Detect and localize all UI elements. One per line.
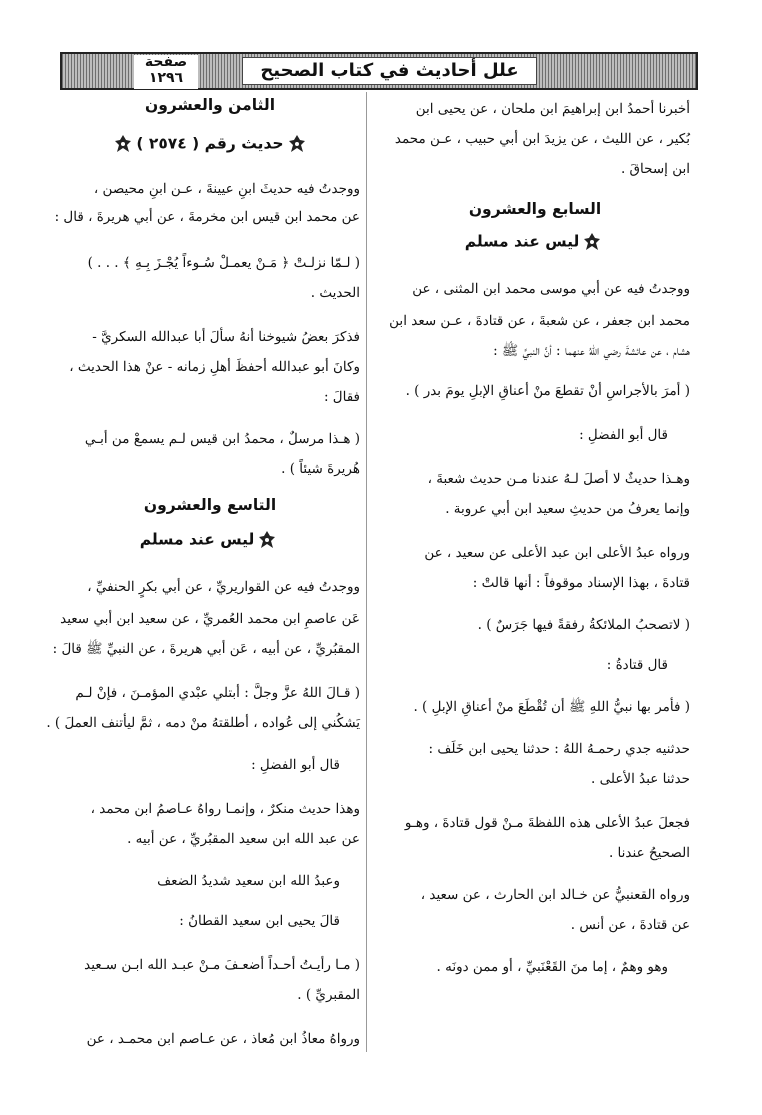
text-line: يَشكُني إلى عُواده ، أطلقتهُ منْ دمه ، ثمَّ ليأتنف العملَ ) . — [46, 715, 360, 731]
text-line: الحديث . — [310, 285, 360, 301]
page-number-box — [134, 55, 198, 89]
text-line: ووجدتُ فيه عن القواريريِّ ، عن أبي بكرٍ الحنفيِّ ، — [87, 579, 360, 595]
text-line: قال قتادةُ : — [606, 657, 668, 673]
text-line: أخبرنا أحمدُ ابن إبراهيمَ ابن ملحان ، عن يحيى ابن — [415, 101, 690, 117]
text-line: ( لـمّا نزلـتْ ﴿ مَـنْ يعمـلْ سُـوءاً يُجْـزَ بِـهِ ﴾ . . . ) — [87, 255, 360, 271]
text-line: المقبريِّ ) . — [297, 987, 360, 1003]
text-line: وهـذا حديثٌ لا أصلَ لـهُ عندنا مـن حديث شعبةَ ، — [427, 471, 690, 487]
text-line: ورواه القعنبيُّ عن خـالد ابن الحارث ، عن سعيد ، — [420, 887, 690, 903]
text-line: وهو وهمٌ ، إما منَ القَعْنَبيِّ ، أو ممن دونَه . — [436, 959, 668, 975]
text-line: عن قتادةَ ، عن أنس . — [570, 917, 690, 933]
text-line: بُكير ، عن الليث ، عن يزيدَ ابن أبي حبيب ، عـن محمد — [394, 131, 690, 147]
text-line: قال أبو الفضلِ : — [251, 757, 340, 773]
text-line: ووجدتُ فيه عن أبي موسى محمد ابن المثنى ، عن — [412, 281, 690, 297]
text-line: وكانَ أبو عبدالله أحفظَ أهلِ زمانه - عنْ هذا الحديث ، — [69, 359, 360, 375]
page-label: صفحة — [144, 54, 188, 70]
section-subtitle — [380, 232, 690, 252]
hadith-number-text: حديث رقم ( ٢٥٧٤ ) — [136, 134, 284, 153]
text-line: ( فأمر بها نبيُّ اللهِ ﷺ أن تُقْطَعَ منْ أعناقِ الإبلِ ) . — [413, 699, 690, 715]
text-line: قالَ يحيى ابن سعيد القطانُ : — [179, 913, 340, 929]
section-subtitle-text: ليس عند مسلم — [464, 232, 580, 251]
section-title: السابع والعشرون — [468, 200, 602, 218]
ornament-icon — [114, 134, 132, 154]
text-line: فقالَ : — [323, 389, 360, 405]
text-line: فجعلَ عبدُ الأعلى هذه اللفظةَ مـنْ قول قتادةَ ، وهـو — [404, 815, 690, 831]
column-divider — [366, 92, 367, 1052]
section-subtitle-text: ليس عند مسلم — [139, 530, 255, 549]
text-line: ( مـا رأيـتُ أحـداً أضعـفَ مـنْ عبـد الله ابـن سـعيد — [84, 957, 360, 973]
text-line: هشام ، عن عائشةَ رضي اللهُ عنهما : أنَّ النبيَّ ﷺ : — [493, 343, 690, 359]
text-line: وعبدُ الله ابن سعيد شديدُ الضعف — [157, 873, 340, 889]
text-line: حدثنا عبدُ الأعلى . — [591, 771, 690, 787]
text-line: الصحيحُ عندنا . — [608, 845, 690, 861]
ornament-icon — [288, 134, 306, 154]
text-line: هُريرةَ شيئاً ) . — [281, 461, 360, 477]
hadith-number-heading — [60, 134, 360, 154]
text-line: ( قـالَ اللهُ عزَّ وجلَّ : أبتلي عبْدي المؤمـنَ ، فإنْ لـم — [75, 685, 360, 701]
section-subtitle — [60, 530, 360, 550]
text-line: ورواه عبدُ الأعلى ابن عبد الأعلى عن سعيد ، عن — [424, 545, 690, 561]
text-line: محمد ابن جعفر ، عن شعبةَ ، عن قتادةَ ، عـن سعد ابن — [389, 313, 690, 329]
text-line: ورواهُ معاذُ ابن مُعاذ ، عن عـاصم ابن محمـد ، عن — [86, 1031, 360, 1047]
text-line: عن عبد الله ابن سعيد المقبُريِّ ، عن أبيه . — [127, 831, 360, 847]
text-line: حدثنيه جدي رحمـهُ اللهُ : حدثنا يحيى ابن خَلَف : — [428, 741, 690, 757]
text-line: وهذا حديث منكرٌ ، وإنمـا رواهُ عـاصمُ ابن محمد ، — [90, 801, 360, 817]
text-line: وإنما يعرفُ من حديثِ سعيد ابن أبي عروبة . — [445, 501, 690, 517]
header-title: علل أحاديث في كتاب الصحيح — [242, 57, 537, 85]
page-number: ١٢٩٦ — [148, 70, 184, 86]
text-line: المقبُريِّ ، عن أبيه ، عَن أبي هريرةَ ، عن النبيِّ ﷺ قالَ : — [52, 641, 360, 657]
ornament-icon — [583, 232, 601, 252]
section-title: التاسع والعشرون — [143, 496, 277, 514]
text-line: قتادةَ ، بهذا الإسناد موقوفاً : أنها قالتْ : — [472, 575, 690, 591]
running-header — [60, 52, 698, 90]
text-line: عن محمد ابن قيس ابن مخرمةَ ، عن أبي هريرةَ ، قال : — [54, 209, 360, 225]
ornament-icon — [258, 530, 276, 550]
text-line: ( أمرَ بالأجراسِ أنْ تقطعَ منْ أعناقِ الإبلِ يومَ بدر ) . — [405, 383, 690, 399]
text-line: ابن إسحاقَ . — [620, 161, 690, 177]
text-line: ( هـذا مرسلٌ ، محمدُ ابن قيس لـم يسمعْ من أبـي — [84, 431, 360, 447]
text-line: ( لاتصحبُ الملائكةُ رفقةً فيها جَرَسٌ ) . — [477, 617, 690, 633]
text-line: عَن عاصمِ ابن محمد العُمريِّ ، عن سعيد ابن أبي سعيد — [60, 611, 360, 627]
text-line: قال أبو الفضلِ : — [579, 427, 668, 443]
text-line: فذكرَ بعضُ شيوخنا أنهُ سألَ أبا عبدالله السكريَّ - — [92, 329, 360, 345]
section-title: الثامن والعشرون — [144, 96, 276, 114]
text-line: ووجدتُ فيه حديثَ ابنِ عيينةَ ، عـن ابنِ محيصن ، — [93, 181, 360, 197]
